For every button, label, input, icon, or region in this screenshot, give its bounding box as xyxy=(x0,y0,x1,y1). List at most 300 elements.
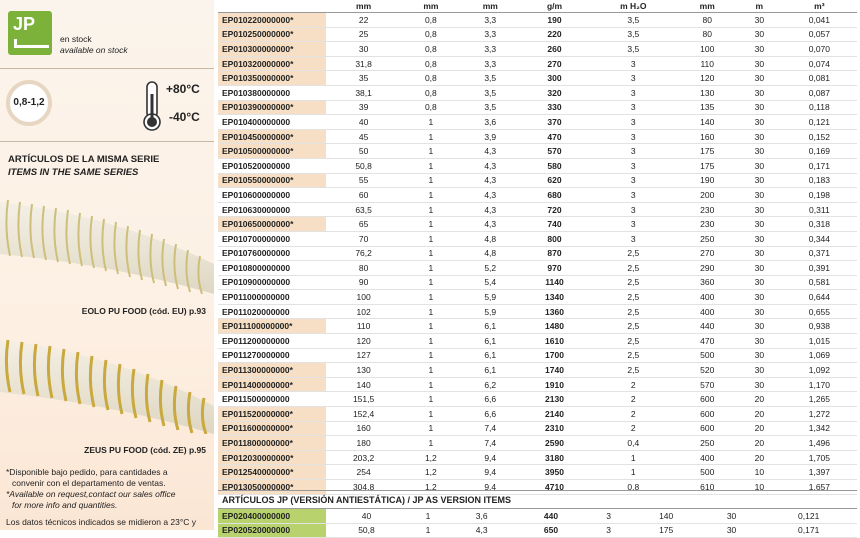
table-cell: 30 xyxy=(737,202,782,217)
table-cell: 1,397 xyxy=(782,465,857,480)
table-cell: 80 xyxy=(326,261,401,276)
table-cell: 1 xyxy=(401,319,460,334)
table-cell: 100 xyxy=(326,290,401,305)
table-cell: 140 xyxy=(326,377,401,392)
table-cell: 127 xyxy=(326,348,401,363)
table-cell: 1480 xyxy=(520,319,589,334)
table-cell: 4,3 xyxy=(461,144,520,159)
table-cell: 39 xyxy=(326,100,401,115)
table-cell: 30 xyxy=(737,304,782,319)
table-cell: 0,057 xyxy=(782,27,857,42)
table-cell: 260 xyxy=(520,42,589,57)
product-code: EP011300000000* xyxy=(218,363,326,378)
table-cell: 40 xyxy=(326,509,407,523)
table-cell: 1 xyxy=(407,509,449,523)
table-cell: 4,3 xyxy=(461,202,520,217)
table-cell: 6,1 xyxy=(461,319,520,334)
table-cell: 30 xyxy=(737,115,782,130)
table-cell: 63,5 xyxy=(326,202,401,217)
table-cell: 0,391 xyxy=(782,261,857,276)
table-cell: 0,311 xyxy=(782,202,857,217)
table-row xyxy=(218,85,857,100)
table-cell: 10 xyxy=(737,465,782,480)
table-cell: 970 xyxy=(520,261,589,276)
table-row xyxy=(218,436,857,451)
table-cell: 1140 xyxy=(520,275,589,290)
table-cell: 60 xyxy=(326,188,401,203)
table-cell: 1 xyxy=(407,523,449,538)
table-cell: 3 xyxy=(588,509,630,523)
table-cell: 1340 xyxy=(520,290,589,305)
table-row xyxy=(218,363,857,378)
table-cell: 3180 xyxy=(520,450,589,465)
table-row xyxy=(218,275,857,290)
table-cell: 175 xyxy=(678,144,737,159)
table-cell: 30 xyxy=(737,217,782,232)
table-cell: 740 xyxy=(520,217,589,232)
product-code: EP010520000000 xyxy=(218,158,326,173)
table-cell: 600 xyxy=(678,421,737,436)
table-row xyxy=(218,188,857,203)
table-cell: 4,3 xyxy=(461,188,520,203)
column-header: g/m xyxy=(520,0,589,13)
product-code: EP010350000000* xyxy=(218,71,326,86)
table-cell: 1,2 xyxy=(401,450,460,465)
jp-logo-text: JP xyxy=(13,14,36,34)
column-header: m³ xyxy=(782,0,857,13)
table-row xyxy=(218,319,857,334)
table-cell: 1910 xyxy=(520,377,589,392)
product-code: EP011020000000 xyxy=(218,304,326,319)
technical-note: Los datos técnicos indicados se midieron a 23°C y xyxy=(6,517,197,527)
table-cell: 0,198 xyxy=(782,188,857,203)
product-code: EP010650000000* xyxy=(218,217,326,232)
table-cell: 570 xyxy=(520,144,589,159)
product-code: EP011500000000 xyxy=(218,392,326,407)
table-cell: 3,5 xyxy=(589,42,677,57)
table-cell: 0,171 xyxy=(760,523,857,538)
table-cell: 6,6 xyxy=(461,407,520,422)
table-row xyxy=(218,100,857,115)
column-header: mm xyxy=(678,0,737,13)
note-en-1: *Available on request,contact our sales office xyxy=(6,489,176,499)
table-cell: 80 xyxy=(678,13,737,28)
product-code: EP011200000000 xyxy=(218,334,326,349)
table-cell: 1 xyxy=(401,144,460,159)
table-cell: 580 xyxy=(520,158,589,173)
product-code: EP011000000000 xyxy=(218,290,326,305)
table-cell: 110 xyxy=(678,56,737,71)
table-cell: 1 xyxy=(589,450,677,465)
table-cell: 0,041 xyxy=(782,13,857,28)
column-header: mm xyxy=(401,0,460,13)
table-cell: 0,152 xyxy=(782,129,857,144)
table-row xyxy=(218,334,857,349)
table-cell: 22 xyxy=(326,13,401,28)
table-cell: 270 xyxy=(520,56,589,71)
table-cell: 5,2 xyxy=(461,261,520,276)
table-cell: 160 xyxy=(326,421,401,436)
table-cell: 1 xyxy=(401,202,460,217)
table-cell: 3 xyxy=(589,188,677,203)
table-cell: 0,121 xyxy=(760,509,857,523)
table-row xyxy=(218,13,857,28)
table-cell: 0,081 xyxy=(782,71,857,86)
table-cell: 2,5 xyxy=(589,304,677,319)
table-cell: 3 xyxy=(589,231,677,246)
table-cell: 175 xyxy=(630,523,703,538)
table-cell: 130 xyxy=(678,85,737,100)
series-title-es: ARTÍCULOS DE LA MISMA SERIE xyxy=(8,154,160,165)
table-cell: 2,5 xyxy=(589,334,677,349)
column-header xyxy=(218,0,326,13)
table-row xyxy=(218,348,857,363)
table-cell: 3 xyxy=(588,523,630,538)
table-row xyxy=(218,42,857,57)
table-cell: 6,2 xyxy=(461,377,520,392)
product-code: EP013050000000* xyxy=(218,480,326,495)
table-cell: 1 xyxy=(401,217,460,232)
table-row xyxy=(218,523,857,538)
table-cell: 0,074 xyxy=(782,56,857,71)
table-cell: 50,8 xyxy=(326,158,401,173)
table-cell: 30 xyxy=(326,42,401,57)
table-cell: 6,1 xyxy=(461,363,520,378)
table-cell: 7,4 xyxy=(461,436,520,451)
table-cell: 0,8 xyxy=(589,480,677,495)
table-cell: 1,342 xyxy=(782,421,857,436)
table-cell: 3,5 xyxy=(589,13,677,28)
table-cell: 3 xyxy=(589,202,677,217)
table-row xyxy=(218,56,857,71)
table-cell: 1 xyxy=(401,363,460,378)
table-cell: 3 xyxy=(589,71,677,86)
table-cell: 1 xyxy=(401,290,460,305)
table-cell: 1 xyxy=(401,377,460,392)
table-cell: 1 xyxy=(401,173,460,188)
table-cell: 3,5 xyxy=(461,100,520,115)
table-cell: 3 xyxy=(589,115,677,130)
table-cell: 1,2 xyxy=(401,480,460,495)
table-cell: 2,5 xyxy=(589,275,677,290)
note-en-2: for more info and quantities. xyxy=(12,500,118,510)
table-row xyxy=(218,509,857,523)
table-cell: 152,4 xyxy=(326,407,401,422)
table-row xyxy=(218,129,857,144)
table-cell: 3,9 xyxy=(461,129,520,144)
table-cell: 3 xyxy=(589,173,677,188)
table-cell: 4,8 xyxy=(461,246,520,261)
table-cell: 30 xyxy=(737,42,782,57)
thermometer-icon xyxy=(140,80,164,132)
product-code: EP010250000000* xyxy=(218,27,326,42)
stock-es: en stock xyxy=(60,34,92,44)
table-cell: 320 xyxy=(520,85,589,100)
table-cell: 360 xyxy=(678,275,737,290)
product-code: EP010450000000* xyxy=(218,129,326,144)
table-cell: 190 xyxy=(678,173,737,188)
product-code: EP010500000000* xyxy=(218,144,326,159)
table-cell: 0,8 xyxy=(401,85,460,100)
product-code: EP010800000000 xyxy=(218,261,326,276)
jp-section-title: ARTÍCULOS JP (VERSIÓN ANTIESTÁTICA) / JP AS VERSION ITEMS xyxy=(218,491,857,509)
table-row xyxy=(218,450,857,465)
table-cell: 2,5 xyxy=(589,246,677,261)
table-row xyxy=(218,290,857,305)
table-cell: 3 xyxy=(589,100,677,115)
table-cell: 140 xyxy=(678,115,737,130)
table-cell: 25 xyxy=(326,27,401,42)
table-cell: 30 xyxy=(737,188,782,203)
table-cell: 1700 xyxy=(520,348,589,363)
table-row xyxy=(218,421,857,436)
availability-note xyxy=(6,467,175,511)
table-cell: 0,121 xyxy=(782,115,857,130)
table-cell: 3,3 xyxy=(461,27,520,42)
table-cell: 400 xyxy=(678,450,737,465)
table-cell: 3,3 xyxy=(461,42,520,57)
table-cell: 0,318 xyxy=(782,217,857,232)
column-header: m H₂O xyxy=(589,0,677,13)
table-cell: 30 xyxy=(737,334,782,349)
table-row xyxy=(218,465,857,480)
table-cell: 20 xyxy=(737,436,782,451)
divider xyxy=(0,141,214,142)
table-cell: 120 xyxy=(678,71,737,86)
thickness-badge xyxy=(6,80,52,126)
product-code: EP011400000000* xyxy=(218,377,326,392)
table-cell: 0,8 xyxy=(401,56,460,71)
table-cell: 2,5 xyxy=(589,261,677,276)
table-cell: 2 xyxy=(589,407,677,422)
table-cell: 151,5 xyxy=(326,392,401,407)
table-row xyxy=(218,202,857,217)
table-cell: 30 xyxy=(737,100,782,115)
table-cell: 40 xyxy=(326,115,401,130)
table-cell: 1 xyxy=(401,158,460,173)
table-cell: 5,9 xyxy=(461,304,520,319)
table-cell: 45 xyxy=(326,129,401,144)
table-cell: 30 xyxy=(737,319,782,334)
table-cell: 2,5 xyxy=(589,363,677,378)
table-cell: 800 xyxy=(520,231,589,246)
table-cell: 50,8 xyxy=(326,523,407,538)
table-cell: 175 xyxy=(678,158,737,173)
product-code: EP010550000000* xyxy=(218,173,326,188)
table-cell: 6,1 xyxy=(461,334,520,349)
table-cell: 1,015 xyxy=(782,334,857,349)
hose-eolo-image xyxy=(0,194,214,294)
table-row xyxy=(218,392,857,407)
column-header: mm xyxy=(326,0,401,13)
table-cell: 1,657 xyxy=(782,480,857,495)
note-es-2: convenir con el departamento de ventas. xyxy=(12,478,166,488)
table-cell: 135 xyxy=(678,100,737,115)
table-row xyxy=(218,261,857,276)
column-header: mm xyxy=(461,0,520,13)
table-cell: 2 xyxy=(589,377,677,392)
temp-low: -40°C xyxy=(169,110,200,124)
table-cell: 1 xyxy=(401,129,460,144)
table-cell: 9,4 xyxy=(461,450,520,465)
table-cell: 203,2 xyxy=(326,450,401,465)
table-cell: 0,938 xyxy=(782,319,857,334)
table-cell: 3,5 xyxy=(589,27,677,42)
table-cell: 1 xyxy=(589,465,677,480)
table-cell: 120 xyxy=(326,334,401,349)
table-cell: 30 xyxy=(703,509,761,523)
table-cell: 1 xyxy=(401,231,460,246)
table-cell: 20 xyxy=(737,450,782,465)
table-cell: 3 xyxy=(589,56,677,71)
table-cell: 304,8 xyxy=(326,480,401,495)
stock-en: available on stock xyxy=(60,45,128,55)
table-cell: 3,5 xyxy=(461,85,520,100)
spec-table-body xyxy=(218,13,857,495)
table-cell: 80 xyxy=(678,27,737,42)
table-cell: 0,655 xyxy=(782,304,857,319)
hose-zeus-label: ZEUS PU FOOD (cód. ZE) p.95 xyxy=(84,445,206,455)
table-cell: 5,9 xyxy=(461,290,520,305)
table-cell: 1,496 xyxy=(782,436,857,451)
table-cell: 2 xyxy=(589,392,677,407)
table-cell: 4710 xyxy=(520,480,589,495)
table-cell: 1 xyxy=(401,348,460,363)
series-title xyxy=(8,153,159,179)
table-cell: 1 xyxy=(401,392,460,407)
table-cell: 1,069 xyxy=(782,348,857,363)
table-cell: 1360 xyxy=(520,304,589,319)
table-cell: 1 xyxy=(401,246,460,261)
table-cell: 76,2 xyxy=(326,246,401,261)
table-cell: 30 xyxy=(737,85,782,100)
table-cell: 20 xyxy=(737,421,782,436)
table-cell: 0,8 xyxy=(401,27,460,42)
table-cell: 470 xyxy=(520,129,589,144)
product-code: EP010390000000* xyxy=(218,100,326,115)
table-cell: 3 xyxy=(589,158,677,173)
product-code: EP012540000000* xyxy=(218,465,326,480)
column-header: m xyxy=(737,0,782,13)
table-cell: 30 xyxy=(737,144,782,159)
table-cell: 1 xyxy=(401,188,460,203)
table-cell: 20 xyxy=(737,407,782,422)
table-cell: 600 xyxy=(678,407,737,422)
table-row xyxy=(218,304,857,319)
table-cell: 100 xyxy=(678,42,737,57)
product-code: EP011270000000 xyxy=(218,348,326,363)
table-cell: 20 xyxy=(737,392,782,407)
table-cell: 10 xyxy=(737,480,782,495)
table-cell: 254 xyxy=(326,465,401,480)
table-cell: 160 xyxy=(678,129,737,144)
table-cell: 31,8 xyxy=(326,56,401,71)
table-cell: 30 xyxy=(737,348,782,363)
table-cell: 220 xyxy=(520,27,589,42)
table-cell: 0,4 xyxy=(589,436,677,451)
jp-section xyxy=(218,490,857,538)
table-cell: 3 xyxy=(589,129,677,144)
product-code: EP010760000000 xyxy=(218,246,326,261)
table-cell: 370 xyxy=(520,115,589,130)
table-cell: 1,2 xyxy=(401,465,460,480)
table-cell: 2590 xyxy=(520,436,589,451)
table-cell: 2,5 xyxy=(589,348,677,363)
table-cell: 1 xyxy=(401,275,460,290)
table-cell: 1 xyxy=(401,261,460,276)
table-cell: 270 xyxy=(678,246,737,261)
product-code: EP011600000000* xyxy=(218,421,326,436)
table-header-row xyxy=(218,0,857,13)
product-code: EP011100000000* xyxy=(218,319,326,334)
table-cell: 3,3 xyxy=(461,56,520,71)
table-cell: 620 xyxy=(520,173,589,188)
table-row xyxy=(218,144,857,159)
table-cell: 4,3 xyxy=(461,173,520,188)
table-cell: 1610 xyxy=(520,334,589,349)
table-cell: 230 xyxy=(678,202,737,217)
table-cell: 5,4 xyxy=(461,275,520,290)
sidebar xyxy=(0,0,214,530)
table-cell: 1 xyxy=(401,115,460,130)
table-cell: 680 xyxy=(520,188,589,203)
table-cell: 130 xyxy=(326,363,401,378)
table-cell: 3,6 xyxy=(461,115,520,130)
product-code: EP010300000000* xyxy=(218,42,326,57)
hose-zeus-image xyxy=(0,334,214,434)
table-cell: 500 xyxy=(678,348,737,363)
table-cell: 0,171 xyxy=(782,158,857,173)
table-cell: 250 xyxy=(678,436,737,451)
table-cell: 1 xyxy=(401,421,460,436)
table-cell: 570 xyxy=(678,377,737,392)
table-cell: 0,183 xyxy=(782,173,857,188)
table-row xyxy=(218,217,857,232)
table-cell: 102 xyxy=(326,304,401,319)
table-cell: 140 xyxy=(630,509,703,523)
table-cell: 30 xyxy=(737,158,782,173)
spec-table xyxy=(218,0,857,495)
table-cell: 0,118 xyxy=(782,100,857,115)
table-cell: 1 xyxy=(401,436,460,451)
table-cell: 600 xyxy=(678,392,737,407)
table-cell: 650 xyxy=(514,523,587,538)
table-cell: 30 xyxy=(737,27,782,42)
table-row xyxy=(218,407,857,422)
table-cell: 0,644 xyxy=(782,290,857,305)
table-cell: 440 xyxy=(678,319,737,334)
table-cell: 180 xyxy=(326,436,401,451)
table-cell: 4,3 xyxy=(449,523,514,538)
table-row xyxy=(218,231,857,246)
table-cell: 200 xyxy=(678,188,737,203)
table-cell: 3 xyxy=(589,85,677,100)
jp-table xyxy=(218,509,857,538)
thickness-value: 0,8-1,2 xyxy=(13,97,45,108)
table-cell: 30 xyxy=(737,56,782,71)
table-cell: 30 xyxy=(703,523,761,538)
table-cell: 1,092 xyxy=(782,363,857,378)
table-cell: 110 xyxy=(326,319,401,334)
table-cell: 0,581 xyxy=(782,275,857,290)
table-cell: 9,4 xyxy=(461,480,520,495)
product-code: EP012030000000* xyxy=(218,450,326,465)
table-cell: 3 xyxy=(589,217,677,232)
table-cell: 610 xyxy=(678,480,737,495)
table-cell: 290 xyxy=(678,261,737,276)
table-cell: 70 xyxy=(326,231,401,246)
stock-info xyxy=(60,34,128,56)
